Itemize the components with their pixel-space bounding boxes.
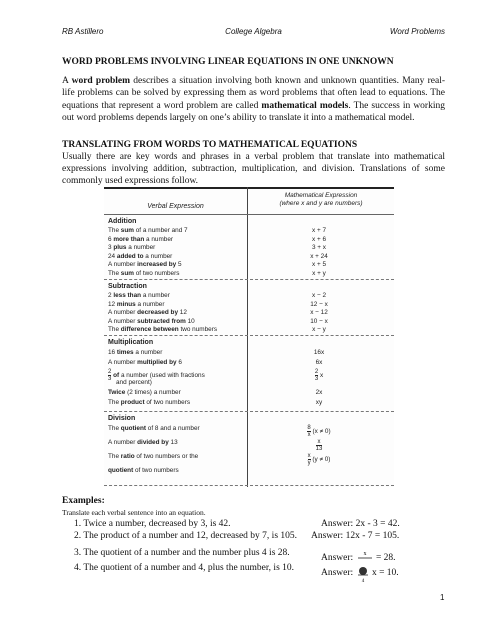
page-header	[62, 27, 445, 41]
section-division: Division	[108, 415, 136, 422]
table-row-expression: $\frac{2}{3}$ x	[314, 369, 324, 382]
table-row-expression: x − 2	[311, 292, 327, 299]
table-row-expression: x − 12	[310, 309, 328, 316]
table-row-verbal: A number subtracted from 10	[108, 317, 195, 325]
header-topic: Word Problems	[389, 27, 445, 36]
table-row-expression: x + 6	[311, 235, 327, 243]
table-row-expression: x + y	[312, 269, 326, 277]
example-3: 3. The quotient of a number and the number plus 4 is 28.	[74, 548, 290, 558]
expression-fraction: $\frac{2}{3}$	[314, 369, 319, 382]
table-row-verbal: A number divided by 13	[108, 439, 178, 446]
example-2-answer: Answer: 12x - 7 = 105.	[311, 531, 400, 541]
column-header-verbal: Verbal Expression	[147, 203, 204, 210]
table-row-verbal: The difference between two numbers	[108, 326, 218, 333]
examples-instruction: Translate each verbal sentence into an equation.	[62, 508, 206, 517]
section-subtraction: Subtraction	[108, 283, 147, 290]
table-row-verbal: quotient of two numbers	[108, 467, 179, 474]
table-row-expression: x + 24	[310, 252, 328, 260]
table-row-expression: x − y	[312, 326, 326, 333]
example-1: 1. Twice a number, decreased by 3, is 42.	[74, 519, 231, 529]
expression-fraction: $\frac{x}{y}$	[307, 453, 311, 466]
expression-fraction: $\frac{8}{x}$	[307, 425, 311, 438]
example-2: 2. The product of a number and 12, decreased by 7, is 105.	[74, 531, 298, 541]
svg-text:4: 4	[361, 579, 364, 583]
section-addition: Addition	[108, 218, 137, 225]
table-row-expression: x + 5	[311, 261, 327, 268]
table-row-verbal: 16 times a number	[108, 349, 163, 356]
header-course: College Algebra	[225, 27, 282, 36]
fraction-two-thirds: $\frac{2}{3}$	[108, 369, 112, 382]
table-row-verbal: A number decreased by 12	[108, 309, 187, 316]
table-row-expression: 16x	[313, 349, 325, 356]
document-title: WORD PROBLEMS INVOLVING LINEAR EQUATIONS IN ONE UNKNOWN	[62, 57, 394, 67]
table-row-expression: x + 7	[311, 227, 327, 234]
table-row-verbal: The product of two numbers	[108, 399, 191, 406]
translation-table	[104, 187, 394, 487]
table-row-expression: 6x	[315, 359, 323, 366]
table-row-verbal: The quotient of 8 and a number	[108, 425, 200, 432]
table-row-expression: 2x	[315, 389, 323, 396]
table-row-expression: $\frac{x}{y}$ (y ≠ 0)	[307, 453, 331, 466]
column-header-math: Mathematical Expression (where x and y are numbers)	[279, 192, 363, 207]
table-row-verbal: Twice (2 times) a number	[108, 389, 181, 396]
table-row-verbal: The sum of two numbers	[108, 269, 180, 277]
example-3-answer: Answer: x = 28.	[321, 548, 396, 568]
example-4-fraction	[356, 563, 370, 583]
svg-text:x: x	[363, 551, 367, 557]
table-row-verbal: 24 added to a number	[108, 252, 173, 260]
table-row-verbal: and percent)	[116, 379, 152, 386]
header-author: RB Astillero	[62, 27, 104, 36]
term-mathematical-models: mathematical models	[261, 100, 349, 111]
intro-paragraph: A word problem describes a situation involving both known and unknown quantities. Many real-life problems can be solved by expressing them as word problems that often lead to equations. The equations that represent a word problem are called mathematical models. The success in working out word problems depends largely on one’s ability to translate it into a mathematical model.	[62, 76, 446, 124]
table-row-verbal: 3 plus a number	[108, 244, 156, 251]
table-row-verbal: 6 more than a number	[108, 235, 174, 243]
example-4: 4. The quotient of a number and 4, plus the number, is 10.	[74, 563, 295, 573]
example-1-answer: Answer: 2x - 3 = 42.	[321, 519, 400, 529]
section-multiplication: Multiplication	[108, 339, 154, 346]
page-number: 1	[440, 593, 445, 602]
examples-title: Examples:	[62, 496, 105, 506]
table-row-expression: $\frac{8}{x}$ (x ≠ 0)	[307, 425, 331, 438]
table-row-verbal: A number multiplied by 6	[108, 359, 182, 366]
table-row-verbal: The sum of a number and 7	[108, 227, 188, 234]
table-row-verbal: $\frac{2}{3}$ of a number (used with fractions	[108, 369, 205, 382]
table-row-expression: 10 − x	[310, 317, 328, 325]
table-row-expression: xy	[315, 399, 323, 406]
table-row-verbal: A number increased by 5	[108, 261, 182, 268]
term-word-problem: word problem	[71, 76, 131, 86]
expression-fraction: $\frac{x}{13}$	[315, 439, 323, 452]
section-title: TRANSLATING FROM WORDS TO MATHEMATICAL EQUATIONS	[62, 140, 358, 150]
table-row-expression: 3 + x	[311, 244, 327, 251]
table-row-verbal: The ratio of two numbers or the	[108, 453, 199, 460]
section-paragraph: Usually there are key words and phrases in a verbal problem that translate into mathematical expressions involving addition, subtraction, multiplication, and division. Translations of some commonly used expressions follow.	[62, 152, 445, 186]
table-row-expression	[254, 439, 384, 452]
table-row-verbal: 12 minus a number	[108, 300, 165, 308]
table-row-expression: 12 − x	[310, 300, 328, 308]
example-4-answer: Answer: 4 x = 10.	[321, 563, 399, 583]
table-row-verbal: 2 less than a number	[108, 292, 170, 299]
